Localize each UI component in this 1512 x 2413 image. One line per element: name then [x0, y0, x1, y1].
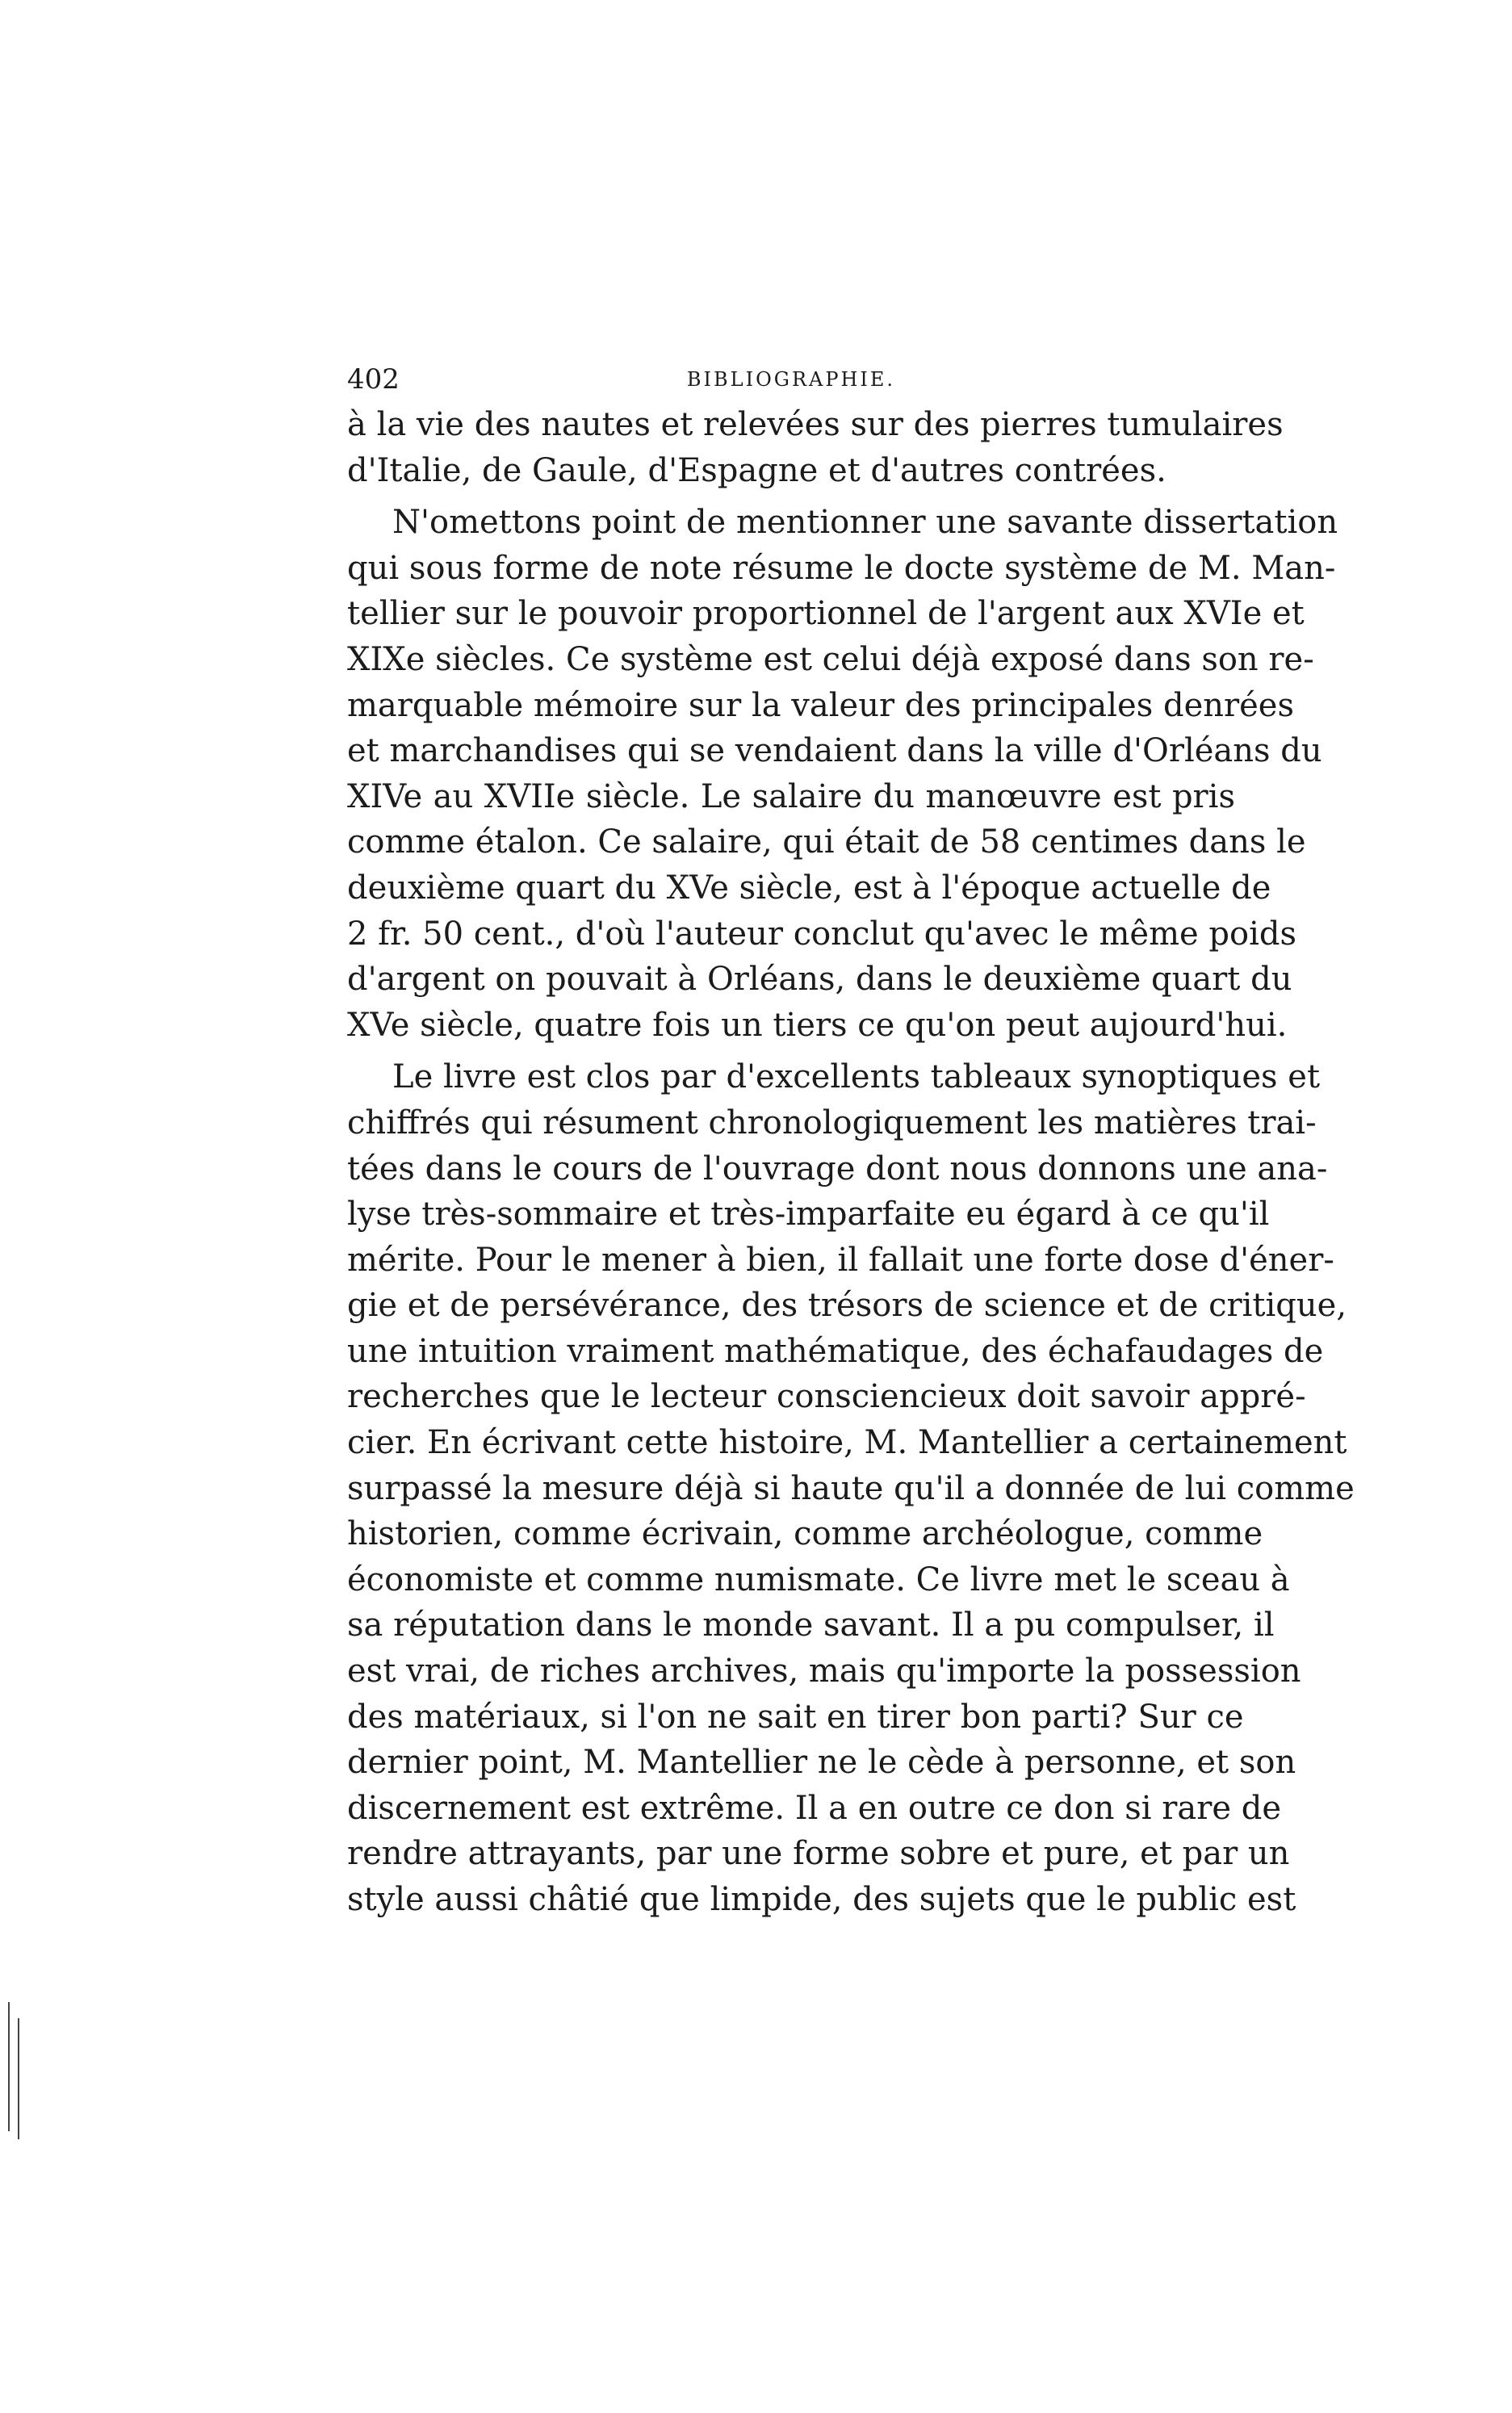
text-line: d'argent on pouvait à Orléans, dans le deuxième quart du — [347, 961, 1292, 999]
text-line: d'Italie, de Gaule, d'Espagne et d'autres contrées. — [347, 451, 1166, 489]
text-line: chiffrés qui résument chronologiquement les matières trai- — [347, 1104, 1317, 1142]
text-line: gie et de persévérance, des trésors de science et de critique, — [347, 1287, 1347, 1325]
text-line: cier. En écrivant cette histoire, M. Mantellier a certainement — [347, 1424, 1347, 1462]
text-line: marquable mémoire sur la valeur des principales denrées — [347, 686, 1294, 724]
text-line: tellier sur le pouvoir proportionnel de l'argent aux XVIe et — [347, 595, 1305, 633]
text-line: XIXe siècles. Ce système est celui déjà exposé dans son re- — [347, 640, 1314, 678]
paragraph-gap — [347, 493, 1235, 500]
text-line: XVe siècle, quatre fois un tiers ce qu'on peut aujourd'hui. — [347, 1006, 1288, 1044]
page-number: 402 — [347, 363, 400, 396]
text-line: sa réputation dans le monde savant. Il a pu compulser, il — [347, 1607, 1275, 1644]
text-line: dernier point, M. Mantellier ne le cède à personne, et son — [347, 1744, 1296, 1782]
text-line: XIVe au XVIIe siècle. Le salaire du manœuvre est pris — [347, 777, 1235, 815]
scan-artifact — [8, 2002, 10, 2131]
text-line: tées dans le cours de l'ouvrage dont nous donnons une ana- — [347, 1150, 1328, 1188]
text-line: et marchandises qui se vendaient dans la ville d'Orléans du — [347, 732, 1322, 770]
text-line: économiste et comme numismate. Ce livre met le sceau à — [347, 1560, 1290, 1598]
text-line: recherches que le lecteur consciencieux doit savoir appré- — [347, 1378, 1306, 1416]
text-line: lyse très-sommaire et très-imparfaite eu égard à ce qu'il — [347, 1196, 1270, 1234]
text-line: discernement est extrême. Il a en outre ce don si rare de — [347, 1789, 1282, 1827]
paragraph-gap — [347, 1048, 1235, 1054]
text-line: mérite. Pour le mener à bien, il fallait une forte dose d'éner- — [347, 1241, 1334, 1279]
text-line: rendre attrayants, par une forme sobre et pure, et par un — [347, 1835, 1290, 1873]
text-line: 2 fr. 50 cent., d'où l'auteur conclut qu'avec le même poids — [347, 915, 1296, 953]
scan-artifact — [18, 2018, 19, 2139]
running-title: BIBLIOGRAPHIE. — [686, 368, 896, 391]
text-line: une intuition vraiment mathématique, des échafaudages de — [347, 1332, 1324, 1370]
text-line: surpassé la mesure déjà si haute qu'il a donnée de lui comme — [347, 1469, 1355, 1507]
text-line: à la vie des nautes et relevées sur des pierres tumulaires — [347, 406, 1284, 443]
text-line: est vrai, de riches archives, mais qu'importe la possession — [347, 1653, 1301, 1690]
text-line: style aussi châtié que limpide, des sujets que le public est — [347, 1881, 1296, 1918]
text-line: N'omettons point de mentionner une savante dissertation — [392, 504, 1338, 542]
body-text — [347, 402, 1355, 1923]
text-line: des matériaux, si l'on ne sait en tirer bon parti? Sur ce — [347, 1698, 1244, 1736]
text-line: qui sous forme de note résume le docte système de M. Man- — [347, 549, 1336, 587]
text-line: comme étalon. Ce salaire, qui était de 58 centimes dans le — [347, 823, 1306, 861]
text-line: deuxième quart du XVe siècle, est à l'époque actuelle de — [347, 869, 1271, 907]
running-head — [347, 359, 1235, 400]
text-line: historien, comme écrivain, comme archéologue, comme — [347, 1515, 1263, 1553]
text-line: Le livre est clos par d'excellents tableaux synoptiques et — [392, 1058, 1321, 1096]
